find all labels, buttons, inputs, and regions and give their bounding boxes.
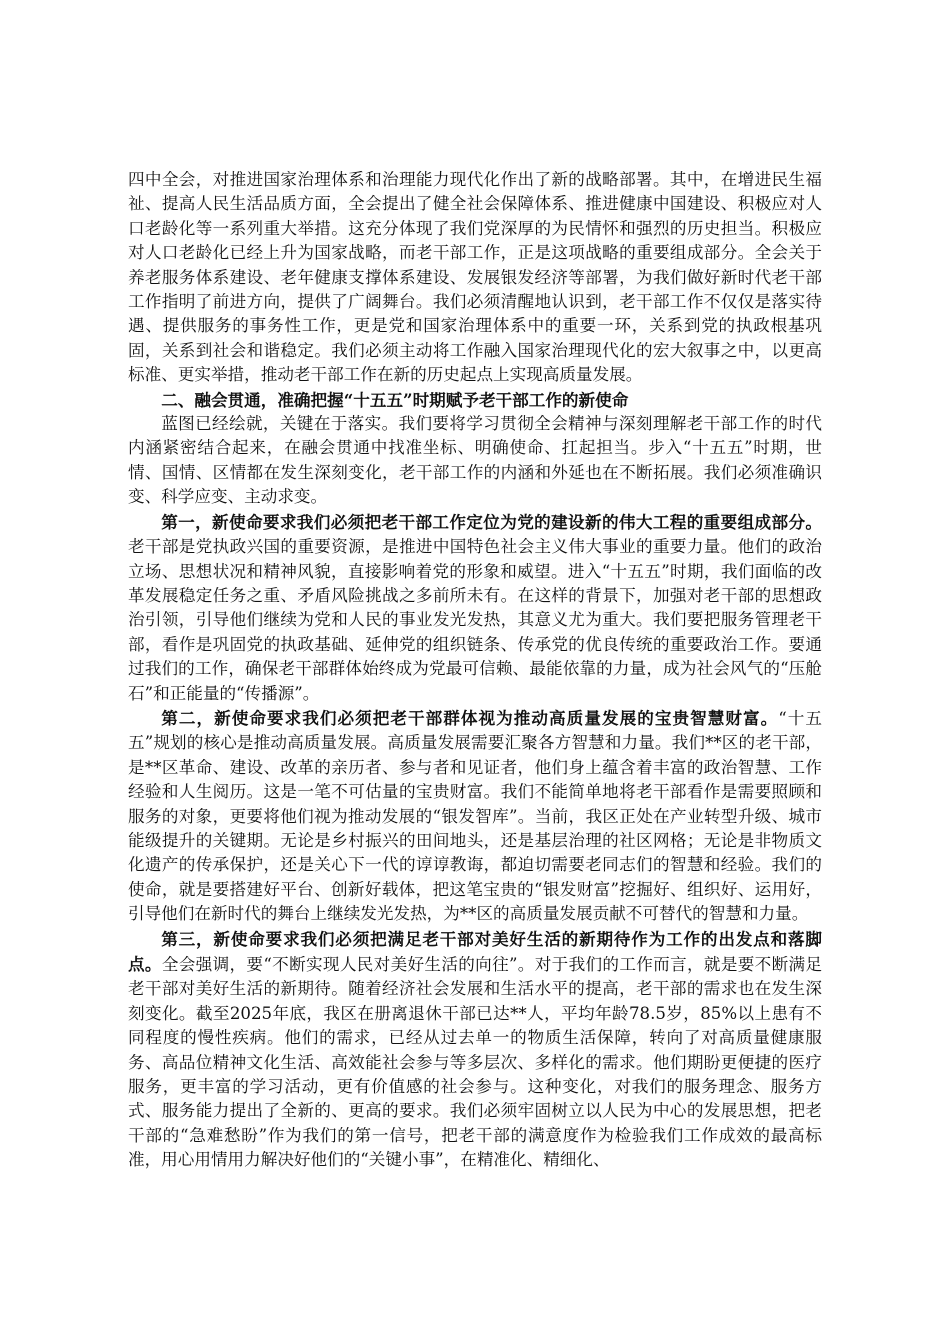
point-2-lead: 第二，新使命要求我们必须把老干部群体视为推动高质量发展的宝贵智慧财富。 xyxy=(161,707,779,728)
point-1-lead: 第一，新使命要求我们必须把老干部工作定位为党的建设新的伟大工程的重要组成部分。 xyxy=(161,511,822,532)
point-1-body: 老干部是党执政兴国的重要资源，是推进中国特色社会主义伟大事业的重要力量。他们的政治立场、思想状况和精神风貌，直接影响着党的形象和威望。进入“十五五”时期，我们面临的改革发展稳定任务之重、矛盾风险挑战之多前所未有。在这样的背景下，加强对老干部的思想政治引领，引导他们继续为党和人民的事业发光发热，其意义尤为重大。我们要把服务管理老干部，看作是巩固党的执政基础、延伸党的组织链条、传承党的优良传统的重要政治工作。要通过我们的工作，确保老干部群体始终成为党最可信赖、最能依靠的力量，成为社会风气的“压舱石”和正能量的“传播源”。 xyxy=(128,537,822,703)
paragraph-point-3 xyxy=(128,927,822,1173)
section-heading: 二、融会贯通，准确把握“十五五”时期赋予老干部工作的新使命 xyxy=(161,389,629,410)
paragraph-point-2 xyxy=(128,706,822,927)
point-3-lead: 第三，新使命要求我们必须把满足老干部对美好生活的新期待作为工作的出发点和落脚点。 xyxy=(128,928,822,974)
point-3-body: 全会强调，要“不断实现人民对美好生活的向往”。对于我们的工作而言，就是要不断满足老干部对美好生活的新期待。随着经济社会发展和生活水平的提高，老干部的需求也在发生深刻变化。截至2025年底，我区在册离退休干部已达**人，平均年龄78.5岁，85%以上患有不同程度的慢性疾病。他们的需求，已经从过去单一的物质生活保障，转向了对高质量健康服务、高品位精神文化生活、高效能社会参与等多层次、多样化的需求。他们期盼更便捷的医疗服务，更丰富的学习活动，更有价值感的社会参与。这种变化，对我们的服务理念、服务方式、服务能力提出了全新的、更高的要求。我们必须牢固树立以人民为中心的发展思想，把老干部的“急难愁盼”作为我们的第一信号，把老干部的满意度作为检验我们工作成效的最高标准，用心用情用力解决好他们的“关键小事”，在精准化、精细化、 xyxy=(128,955,823,1170)
paragraph-point-1 xyxy=(128,510,822,706)
paragraph-continuation: 四中全会，对推进国家治理体系和治理能力现代化作出了新的战略部署。其中，在增进民生福祉、提高人民生活品质方面，全会提出了健全社会保障体系、推进健康中国建设、积极应对人口老龄化等一系列重大举措。这充分体现了我们党深厚的为民情怀和强烈的历史担当。积极应对人口老龄化已经上升为国家战略，而老干部工作，正是这项战略的重要组成部分。全会关于养老服务体系建设、老年健康支撑体系建设、发展银发经济等部署，为我们做好新时代老干部工作指明了前进方向，提供了广阔舞台。我们必须清醒地认识到，老干部工作不仅仅是落实待遇、提供服务的事务性工作，更是党和国家治理体系中的重要一环，关系到党的执政根基巩固，关系到社会和谐稳定。我们必须主动将工作融入国家治理现代化的宏大叙事之中，以更高标准、更实举措，推动老干部工作在新的历史起点上实现高质量发展。 xyxy=(128,170,822,385)
point-2-body: “十五五”规划的核心是推动高质量发展。高质量发展需要汇聚各方智慧和力量。我们**区的老干部，是**区革命、建设、改革的亲历者、参与者和见证者，他们身上蕴含着丰富的政治智慧、工作经验和人生阅历。这是一笔不可估量的宝贵财富。我们不能简单地将老干部看作是需要照顾和服务的对象，更要将他们视为推动发展的“银发智库”。当前，我区正处在产业转型升级、城市能级提升的关键期。无论是乡村振兴的田间地头，还是基层治理的社区网格；无论是非物质文化遗产的传承保护，还是关心下一代的谆谆教诲，都迫切需要老同志们的智慧和经验。我们的使命，就是要搭建好平台、创新好载体，把这笔宝贵的“银发财富”挖掘好、组织好、运用好，引导他们在新时代的舞台上继续发光发热，为**区的高质量发展贡献不可替代的智慧和力量。 xyxy=(128,708,823,924)
paragraph-intro: 蓝图已经绘就，关键在于落实。我们要将学习贯彻全会精神与深刻理解老干部工作的时代内涵紧密结合起来，在融会贯通中找准坐标、明确使命、扛起担当。步入“十五五”时期，世情、国情、区情都在发生深刻变化，老干部工作的内涵和外延也在不断拓展。我们必须准确识变、科学应变、主动求变。 xyxy=(128,414,822,507)
document-body xyxy=(128,168,822,1173)
